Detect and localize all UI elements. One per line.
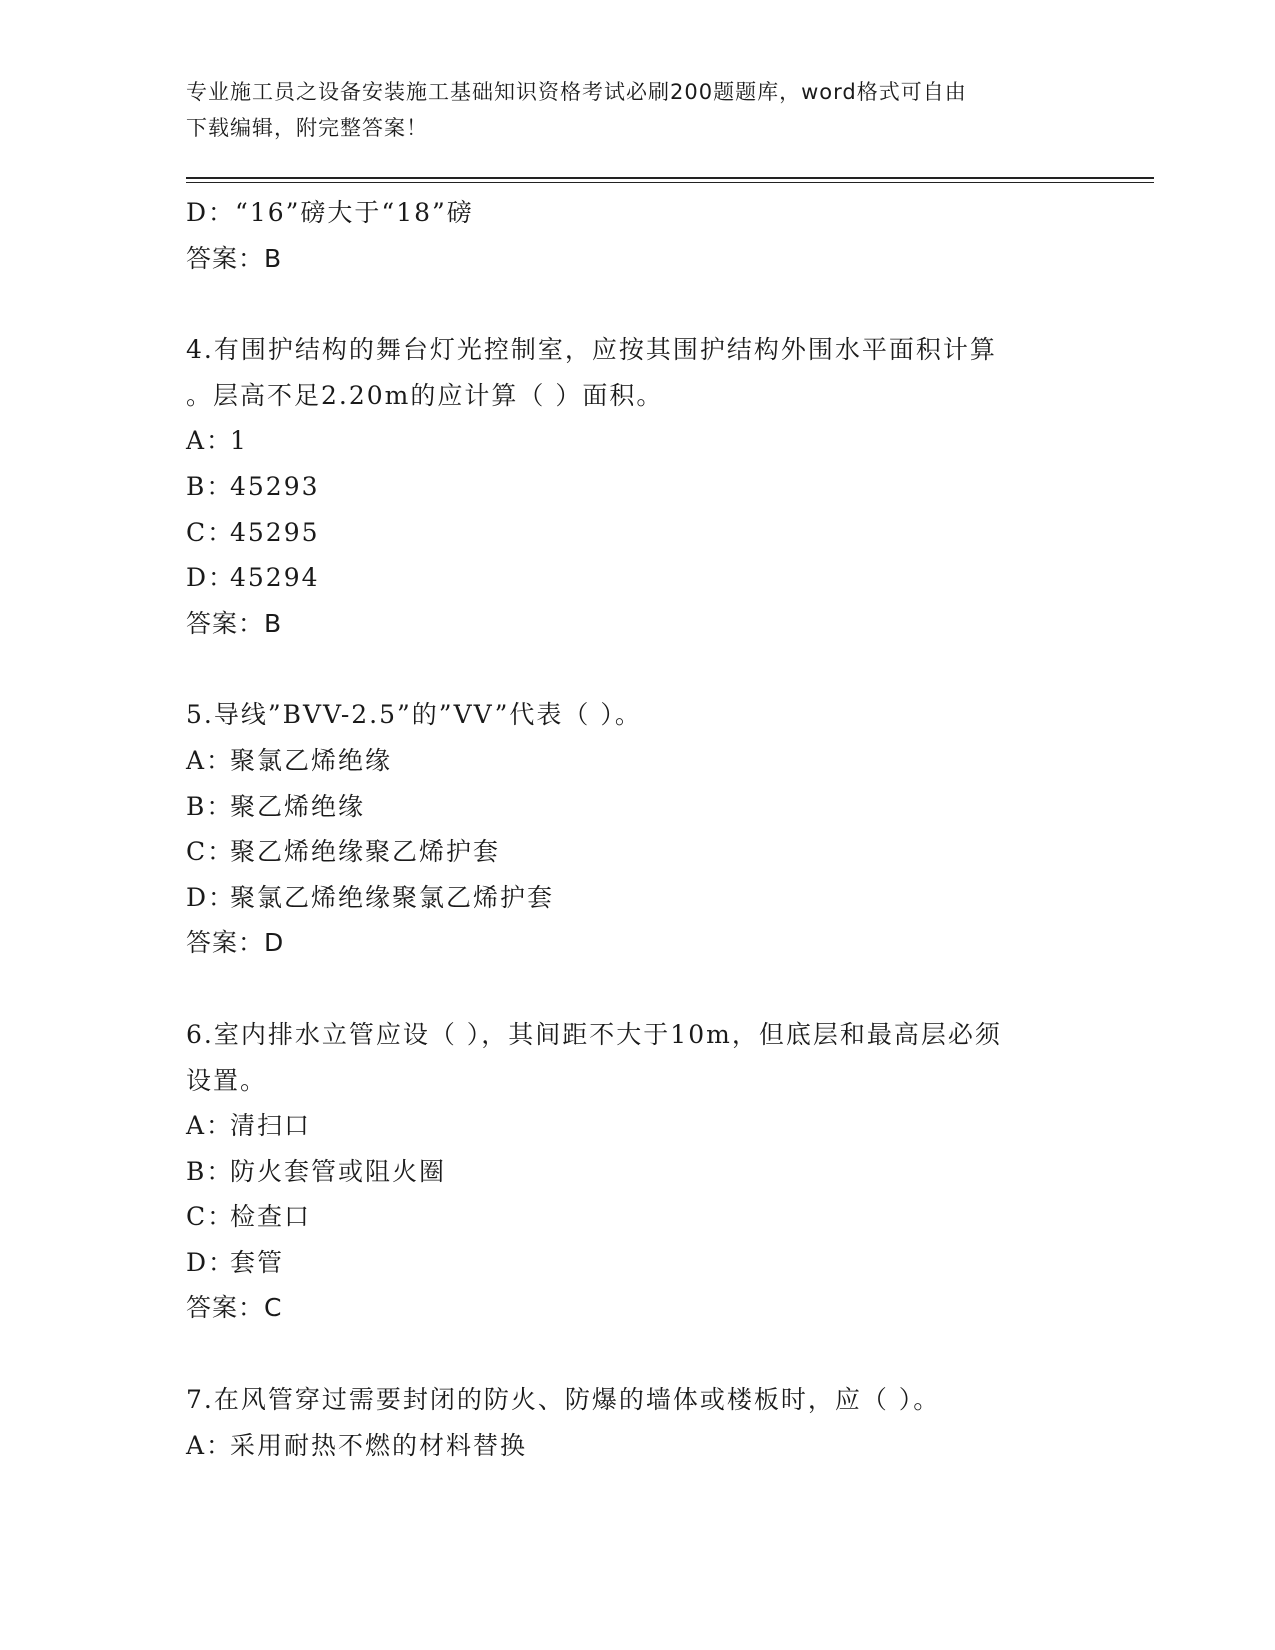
prev-question-answer: 答案：B: [186, 243, 283, 273]
header-divider-thin: [186, 182, 1154, 183]
question-stem-continued: 。层高不足2.20m的应计算（ ）面积。: [186, 380, 664, 410]
option-b: [186, 464, 1066, 510]
option-text: 聚乙烯绝缘聚乙烯护套: [230, 837, 501, 867]
answer: 答案：C: [186, 1293, 283, 1323]
question-stem: 7.在风管穿过需要封闭的防火、防爆的墙体或楼板时，应（ ）。: [186, 1385, 941, 1415]
option-a: [186, 1103, 1066, 1149]
question-stem-continued: 设置。: [186, 1065, 268, 1095]
option-text: 45294: [230, 563, 320, 593]
option-key: D：: [186, 882, 236, 912]
answer: 答案：B: [186, 608, 283, 638]
option-a: [186, 1423, 1066, 1469]
option-key: B：: [186, 791, 234, 821]
option-d: [186, 875, 1066, 921]
option-key: C：: [186, 837, 235, 867]
option-key: D：: [186, 1247, 236, 1277]
header-line-1: 专业施工员之设备安装施工基础知识资格考试必刷200题题库，word格式可自由: [186, 80, 967, 104]
option-c: [186, 1194, 1066, 1240]
option-text: 套管: [230, 1247, 285, 1277]
option-key: A：: [186, 1430, 234, 1460]
question-7: [186, 1377, 1066, 1468]
option-c: [186, 829, 1066, 875]
question-gap: [186, 646, 1066, 692]
question-list: [186, 190, 1066, 1468]
option-a: [186, 738, 1066, 784]
option-key: A：: [186, 745, 234, 775]
question-stem: 6.室内排水立管应设（ ），其间距不大于10m，但底层和最高层必须: [186, 1019, 1002, 1049]
prev-question-option-d: D：“16”磅大于“18”磅: [186, 198, 474, 227]
option-text: 采用耐热不燃的材料替换: [230, 1430, 528, 1460]
answer: 答案：D: [186, 928, 285, 958]
header-divider-thick: [186, 177, 1154, 179]
option-text: 检查口: [230, 1202, 312, 1232]
option-key: B：: [186, 471, 234, 501]
option-text: 45293: [230, 471, 320, 501]
document-header: [186, 74, 1066, 146]
option-key: A：: [186, 1111, 234, 1141]
option-text: 聚氯乙烯绝缘: [230, 745, 393, 775]
option-d: [186, 555, 1066, 601]
option-text: 聚乙烯绝缘: [230, 791, 366, 821]
option-text: 防火套管或阻火圈: [230, 1156, 447, 1186]
option-text: 清扫口: [230, 1111, 312, 1141]
question-stem: 4.有围护结构的舞台灯光控制室，应按其围护结构外围水平面积计算: [186, 335, 997, 365]
header-line-2: 下载编辑，附完整答案！: [186, 116, 428, 140]
option-text: 聚氯乙烯绝缘聚氯乙烯护套: [230, 882, 555, 912]
question-stem: 5.导线”BVV-2.5”的”VV”代表（ ）。: [186, 700, 642, 730]
option-b: [186, 784, 1066, 830]
question-gap: [186, 966, 1066, 1012]
option-a: [186, 418, 1066, 464]
question-gap: [186, 281, 1066, 327]
option-text: 45295: [230, 517, 320, 547]
option-d: [186, 1240, 1066, 1286]
option-key: C：: [186, 1202, 235, 1232]
option-key: D：: [186, 563, 236, 593]
option-key: C：: [186, 517, 235, 547]
option-c: [186, 510, 1066, 556]
document-page: [186, 0, 1146, 1650]
option-b: [186, 1149, 1066, 1195]
question-6: [186, 1012, 1066, 1331]
option-key: B：: [186, 1156, 234, 1186]
option-text: 1: [230, 426, 248, 456]
question-4: [186, 327, 1066, 646]
option-key: A：: [186, 426, 234, 456]
question-5: [186, 692, 1066, 966]
question-gap: [186, 1331, 1066, 1377]
